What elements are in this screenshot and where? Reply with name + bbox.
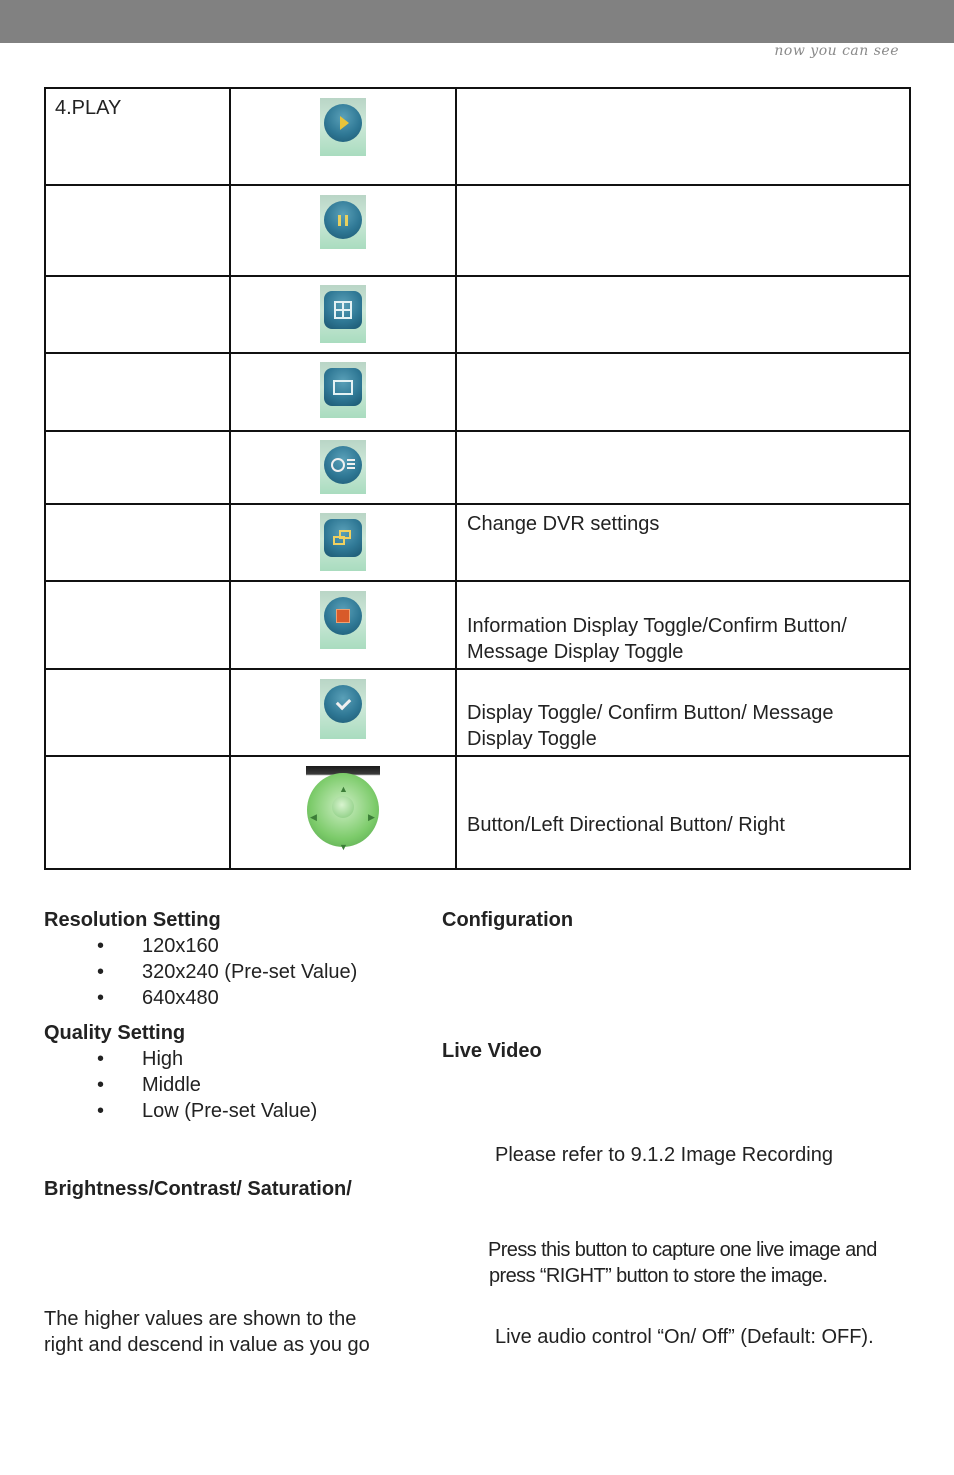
single-view-icon xyxy=(320,362,366,418)
resolution-heading: Resolution Setting xyxy=(44,909,221,931)
capture-text: press “RIGHT” button to store the image. xyxy=(489,1265,828,1287)
brightness-heading: Brightness/Contrast/ Saturation/ xyxy=(44,1178,352,1200)
live-video-heading: Live Video xyxy=(442,1040,542,1062)
row-description xyxy=(456,185,910,276)
row-description xyxy=(456,353,910,431)
record-stop-icon xyxy=(320,591,366,649)
higher-values-text: right and descend in value as you go xyxy=(44,1334,370,1356)
row-label xyxy=(45,431,230,504)
button-reference-table xyxy=(44,87,911,870)
row-label xyxy=(45,185,230,276)
table-row xyxy=(45,669,910,756)
quality-heading: Quality Setting xyxy=(44,1022,186,1044)
row-description: Information Display Toggle/Confirm Button/ xyxy=(467,615,847,637)
table-row xyxy=(45,88,910,185)
settings-window-icon xyxy=(320,513,366,571)
row-label xyxy=(45,276,230,353)
direction-pad-icon: ▲ ▼ ◀ ▶ xyxy=(306,766,380,847)
table-row xyxy=(45,185,910,276)
row-label xyxy=(45,353,230,431)
row-description xyxy=(456,431,910,504)
row-description: Change DVR settings xyxy=(467,513,660,535)
row-description xyxy=(456,88,910,185)
row-description: Display Toggle/ Confirm Button/ Message xyxy=(467,702,834,724)
search-log-icon xyxy=(320,440,366,494)
table-row xyxy=(45,581,910,669)
top-banner xyxy=(0,0,954,43)
confirm-check-icon xyxy=(320,679,366,739)
configuration-heading: Configuration xyxy=(442,909,574,931)
audio-control-text: Live audio control “On/ Off” (Default: OFF). xyxy=(495,1326,874,1348)
table-row xyxy=(45,756,910,869)
row-label xyxy=(45,581,230,669)
capture-text: Press this button to capture one live image and xyxy=(488,1239,877,1261)
row-description: Button/Left Directional Button/ Right xyxy=(467,814,785,836)
refer-text: Please refer to 9.1.2 Image Recording xyxy=(495,1144,833,1166)
row-description: Display Toggle xyxy=(467,728,597,750)
row-label xyxy=(45,504,230,581)
row-label xyxy=(45,669,230,756)
brand-tagline: now you can see xyxy=(774,43,899,59)
pause-icon xyxy=(320,195,366,249)
play-icon xyxy=(320,98,366,156)
table-row xyxy=(45,504,910,581)
quad-view-icon xyxy=(320,285,366,343)
row-description: Message Display Toggle xyxy=(467,641,684,663)
row-label xyxy=(45,756,230,869)
higher-values-text: The higher values are shown to the xyxy=(44,1308,357,1330)
table-row xyxy=(45,431,910,504)
table-row xyxy=(45,276,910,353)
row-description xyxy=(456,276,910,353)
row-label: 4.PLAY xyxy=(45,88,230,185)
table-row xyxy=(45,353,910,431)
